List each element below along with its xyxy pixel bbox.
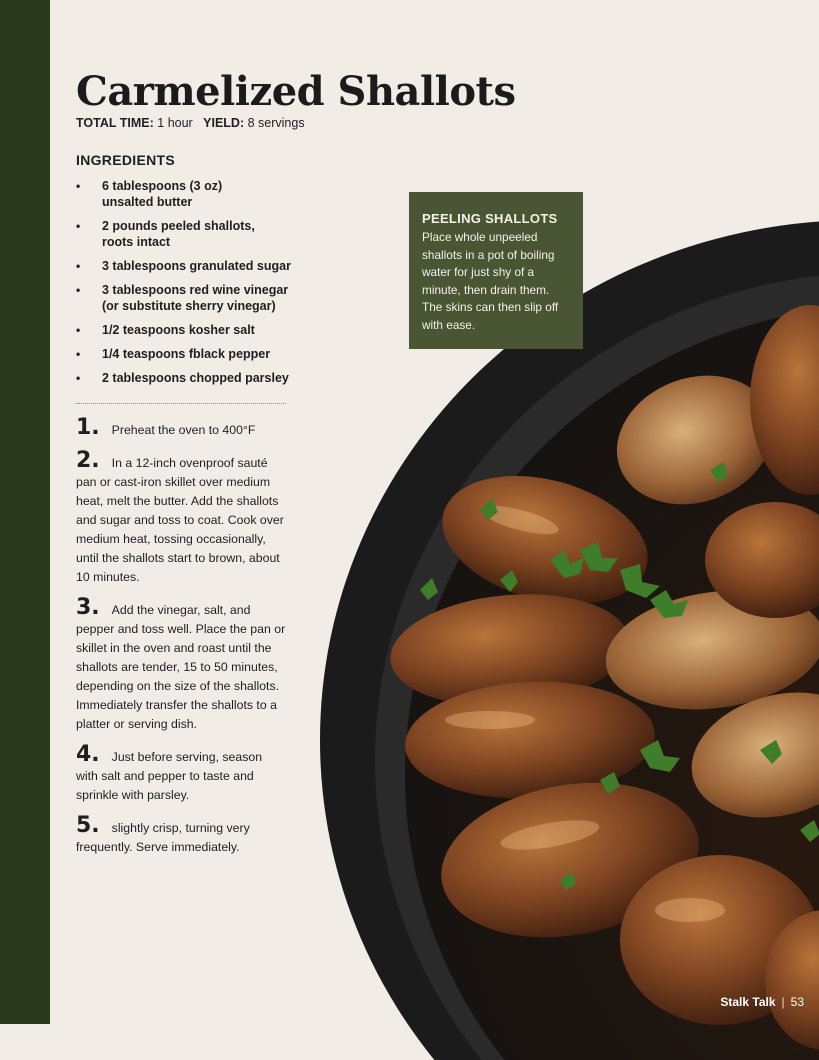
step-number: 4. [76,742,100,767]
recipe-meta [76,116,305,130]
publication-name: Stalk Talk [720,995,776,1009]
step-3 [76,595,286,734]
callout-title: PEELING SHALLOTS [422,211,558,226]
total-time-value: 1 hour [157,116,193,130]
total-time-label: TOTAL TIME: [76,116,154,130]
ingredient-item: • 2 tablespoons chopped parsley [76,370,326,386]
ingredient-item: • 2 pounds peeled shallots, roots intact [76,218,326,250]
step-number: 5. [76,813,100,838]
recipe-title: Carmelized Shallots [76,68,516,115]
instructions [76,415,286,868]
page-footer [720,995,804,1009]
step-number: 1. [76,415,100,440]
step-number: 2. [76,448,100,473]
callout-text: Place whole unpeeled shallots in a pot of boiling water for just shy of a minute, then drain them. The skins can then slip off with ease. [422,230,559,332]
footer-separator: | [781,995,785,1009]
dotted-divider [76,403,286,404]
left-sidebar-bar [0,0,50,1024]
step-2 [76,448,286,587]
yield-label: YIELD: [203,116,245,130]
step-text: slightly crisp, turning very frequently. Serve immediately. [76,821,250,854]
step-text: Just before serving, season with salt and pepper to taste and sprinkle with parsley. [76,750,263,802]
yield-value: 8 servings [247,116,305,130]
step-text: In a 12-inch ovenproof sauté pan or cast-iron skillet over medium heat, melt the butter. Add the shallots and sugar and toss to coat. Cook over medium heat, tossing occasionally, until the shallots start to brown, about 10 minutes. [76,456,284,584]
step-number: 3. [76,595,100,620]
ingredient-item: • 3 tablespoons granulated sugar [76,258,326,274]
step-4 [76,742,286,805]
step-text: Add the vinegar, salt, and pepper and toss well. Place the pan or skillet in the oven and roast until the shallots are tender, 15 to 50 minutes, depending on the size of the shallots. Immediately transfer the shallots to a platter or serving dish. [76,603,286,731]
ingredient-item: • 1/4 teaspoons fblack pepper [76,346,326,362]
step-1 [76,415,286,440]
step-text: Preheat the oven to 400°F [111,423,256,437]
peeling-shallots-callout [409,192,583,349]
step-5 [76,813,286,857]
ingredients-list [76,178,326,394]
page-number: 53 [790,995,804,1009]
ingredients-heading: INGREDIENTS [76,152,175,168]
ingredient-item: • 1/2 teaspoons kosher salt [76,322,326,338]
ingredient-item: • 6 tablespoons (3 oz) unsalted butter [76,178,326,210]
ingredient-item: • 3 tablespoons red wine vinegar (or substitute sherry vinegar) [76,282,326,314]
